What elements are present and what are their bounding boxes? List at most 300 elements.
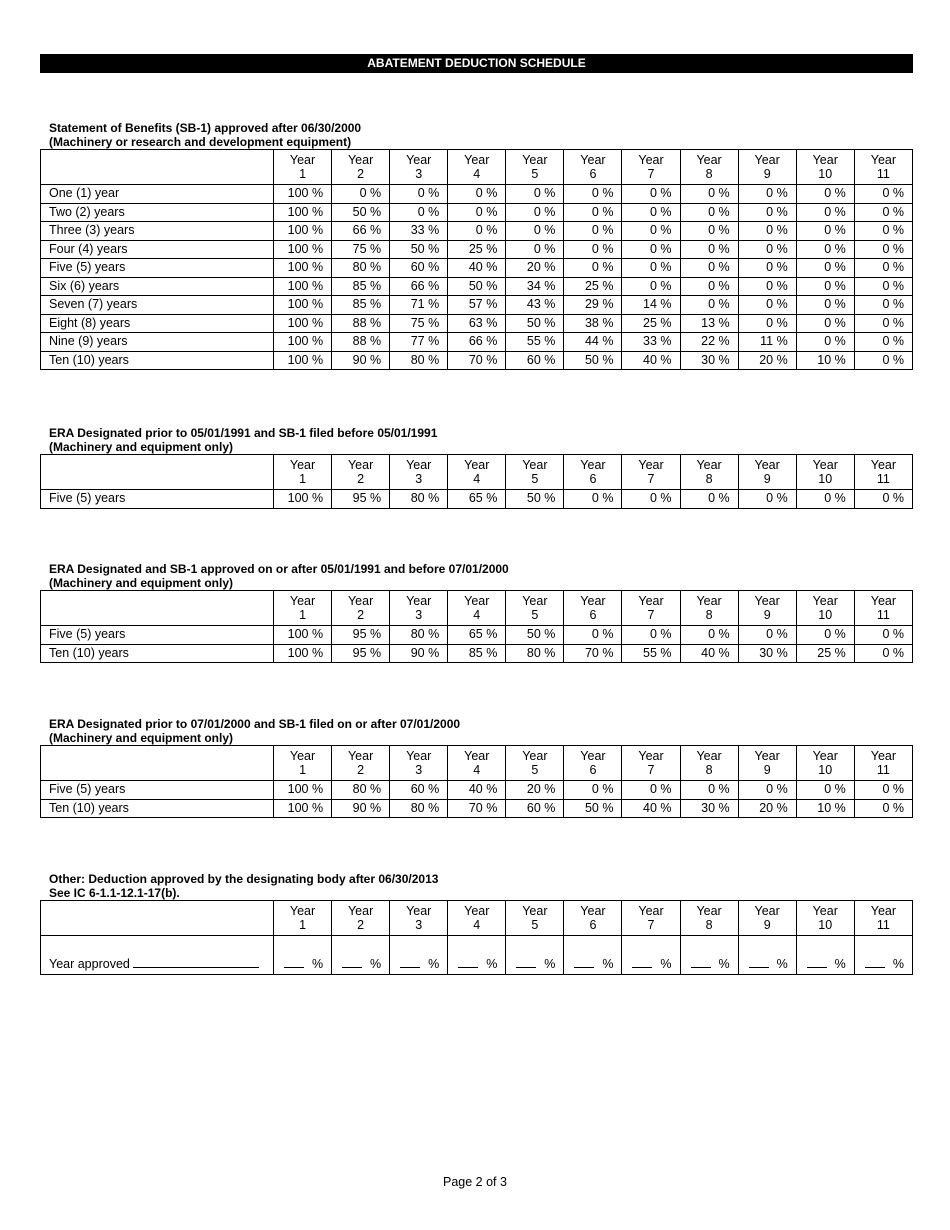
year-header-word: Year — [696, 749, 722, 763]
header-blank-cell — [41, 901, 274, 936]
percent-entry-cell[interactable] — [390, 936, 448, 975]
percent-cell: 0 % — [854, 351, 912, 370]
percent-cell: 0 % — [506, 222, 564, 241]
year-header-number: 3 — [415, 167, 423, 181]
year-header-number: 1 — [299, 763, 307, 777]
percent-cell: 57 % — [448, 296, 506, 315]
year-header-word: Year — [870, 458, 897, 472]
percent-cell: 0 % — [738, 185, 796, 204]
percent-cell: 43 % — [506, 296, 564, 315]
percent-cell: 0 % — [796, 277, 854, 296]
percent-cell: 0 % — [564, 781, 622, 800]
percent-cell: 0 % — [796, 296, 854, 315]
row-label: Five (5) years — [41, 490, 274, 509]
year-header-number: 6 — [589, 918, 597, 932]
percent-cell: 100 % — [274, 781, 332, 800]
row-label: Ten (10) years — [41, 351, 274, 370]
percent-cell: 100 % — [274, 644, 332, 663]
year-header-number: 1 — [299, 918, 307, 932]
percent-cell: 80 % — [506, 644, 564, 663]
percent-cell: 0 % — [854, 277, 912, 296]
percent-cell: 0 % — [506, 240, 564, 259]
year-header-word: Year — [406, 594, 432, 608]
percent-cell: 20 % — [738, 799, 796, 818]
year-header-word: Year — [696, 904, 722, 918]
percent-entry-cell[interactable] — [274, 936, 332, 975]
percent-cell: 50 % — [506, 490, 564, 509]
percent-cell: 63 % — [448, 314, 506, 333]
percent-cell: 65 % — [448, 490, 506, 509]
percent-cell: 80 % — [390, 351, 448, 370]
year-header-word: Year — [580, 594, 606, 608]
table-row — [41, 296, 913, 315]
year-header-number: 9 — [763, 608, 771, 622]
year-header — [796, 746, 854, 781]
percent-cell: 0 % — [622, 626, 680, 645]
percent-cell: 100 % — [274, 626, 332, 645]
year-header — [448, 455, 506, 490]
percent-cell: 70 % — [448, 799, 506, 818]
percent-cell: 77 % — [390, 333, 448, 352]
section-era-1991-2000 — [40, 562, 913, 663]
year-header-number: 3 — [415, 472, 423, 486]
year-header-number: 4 — [473, 472, 481, 486]
year-header — [854, 901, 912, 936]
percent-cell: 0 % — [622, 259, 680, 278]
percent-cell: 0 % — [564, 203, 622, 222]
percent-cell: 0 % — [738, 296, 796, 315]
year-header-number: 10 — [818, 763, 833, 777]
percent-cell: 0 % — [796, 203, 854, 222]
percent-cell: 0 % — [564, 240, 622, 259]
percent-entry-cell[interactable] — [622, 936, 680, 975]
percent-blank[interactable] — [400, 957, 420, 968]
section-subtitle: (Machinery and equipment only) — [49, 731, 234, 745]
percent-cell: 20 % — [506, 259, 564, 278]
year-header-word: Year — [580, 153, 606, 167]
year-header-word: Year — [638, 904, 664, 918]
row-label: Five (5) years — [41, 626, 274, 645]
row-label: Three (3) years — [41, 222, 274, 241]
year-header-word: Year — [289, 594, 316, 608]
percent-cell: 0 % — [854, 799, 912, 818]
year-header-word: Year — [522, 153, 548, 167]
percent-cell: 50 % — [448, 277, 506, 296]
percent-cell: 0 % — [622, 490, 680, 509]
percent-cell: 40 % — [680, 644, 738, 663]
percent-cell: 50 % — [390, 240, 448, 259]
year-header-word: Year — [638, 749, 664, 763]
year-header-number: 4 — [473, 608, 481, 622]
row-label: Four (4) years — [41, 240, 274, 259]
percent-blank[interactable] — [342, 957, 362, 968]
year-header — [390, 901, 448, 936]
percent-entry-cell[interactable] — [680, 936, 738, 975]
year-header — [390, 746, 448, 781]
table-row — [41, 799, 913, 818]
percent-cell: 0 % — [854, 296, 912, 315]
percent-cell: 0 % — [506, 203, 564, 222]
year-header-word: Year — [812, 904, 838, 918]
percent-cell: 50 % — [564, 799, 622, 818]
year-header-word: Year — [870, 594, 897, 608]
year-header-number: 4 — [473, 167, 481, 181]
percent-cell: 14 % — [622, 296, 680, 315]
percent-cell: 100 % — [274, 185, 332, 204]
row-label: Two (2) years — [41, 203, 274, 222]
year-header — [332, 591, 390, 626]
percent-cell: 0 % — [796, 240, 854, 259]
year-approved-cell[interactable] — [41, 936, 274, 975]
year-header-word: Year — [289, 458, 316, 472]
percent-cell: 0 % — [680, 259, 738, 278]
percent-cell: 60 % — [506, 351, 564, 370]
table-row — [41, 203, 913, 222]
header-blank-cell — [41, 746, 274, 781]
year-header-word: Year — [580, 749, 606, 763]
year-header-word: Year — [464, 458, 490, 472]
percent-cell: 100 % — [274, 240, 332, 259]
percent-cell: 70 % — [564, 644, 622, 663]
year-header-number: 3 — [415, 918, 423, 932]
table-row — [41, 333, 913, 352]
year-header — [738, 901, 796, 936]
percent-blank[interactable] — [458, 957, 478, 968]
percent-cell: 50 % — [506, 314, 564, 333]
row-label: Nine (9) years — [41, 333, 274, 352]
percent-cell: 95 % — [332, 626, 390, 645]
percent-cell: 0 % — [564, 185, 622, 204]
year-header-word: Year — [464, 904, 490, 918]
percent-cell: 13 % — [680, 314, 738, 333]
header-row — [41, 455, 913, 490]
year-header-word: Year — [870, 153, 897, 167]
year-header-number: 11 — [876, 918, 890, 932]
section-subtitle: See IC 6-1.1-12.1-17(b). — [49, 886, 180, 900]
year-header-number: 4 — [473, 918, 481, 932]
percent-sign: % — [776, 957, 788, 971]
section-subtitle: (Machinery and equipment only) — [49, 440, 234, 454]
year-header — [274, 150, 332, 185]
year-header — [680, 455, 738, 490]
year-header-word: Year — [754, 153, 780, 167]
percent-cell: 20 % — [738, 351, 796, 370]
percent-cell: 20 % — [506, 781, 564, 800]
year-header — [622, 591, 680, 626]
percent-cell: 85 % — [448, 644, 506, 663]
percent-entry-cell[interactable] — [796, 936, 854, 975]
year-header-word: Year — [347, 153, 374, 167]
percent-cell: 80 % — [390, 490, 448, 509]
section-subtitle: (Machinery and equipment only) — [49, 576, 234, 590]
year-header-number: 8 — [705, 167, 713, 181]
percent-cell: 38 % — [564, 314, 622, 333]
section-title: ERA Designated prior to 07/01/2000 and SB-1 filed on or after 07/01/2000 — [49, 717, 461, 731]
percent-cell: 30 % — [680, 351, 738, 370]
row-label: Five (5) years — [41, 781, 274, 800]
percent-cell: 100 % — [274, 351, 332, 370]
table-row — [41, 259, 913, 278]
percent-cell: 25 % — [564, 277, 622, 296]
percent-entry-cell[interactable] — [448, 936, 506, 975]
percent-cell: 0 % — [564, 222, 622, 241]
year-header — [390, 455, 448, 490]
page-number: Page 2 of 3 — [443, 1175, 507, 1189]
year-header-word: Year — [522, 749, 548, 763]
year-header-number: 9 — [763, 763, 771, 777]
percent-cell: 60 % — [390, 259, 448, 278]
year-header — [854, 591, 912, 626]
percent-cell: 0 % — [622, 203, 680, 222]
percent-cell: 0 % — [448, 203, 506, 222]
year-header-number: 1 — [299, 167, 307, 181]
percent-blank[interactable] — [284, 957, 304, 968]
header-blank-cell — [41, 150, 274, 185]
percent-cell: 0 % — [622, 240, 680, 259]
percent-cell: 100 % — [274, 296, 332, 315]
percent-cell: 25 % — [448, 240, 506, 259]
year-header-word: Year — [406, 904, 432, 918]
percent-cell: 11 % — [738, 333, 796, 352]
percent-cell: 0 % — [448, 185, 506, 204]
year-header-number: 2 — [357, 608, 365, 622]
percent-cell: 33 % — [622, 333, 680, 352]
year-header-number: 9 — [763, 472, 771, 486]
header-blank-cell — [41, 455, 274, 490]
year-header-word: Year — [812, 749, 838, 763]
percent-cell: 0 % — [448, 222, 506, 241]
year-header-word: Year — [289, 749, 316, 763]
year-header — [390, 150, 448, 185]
year-header-word: Year — [696, 458, 722, 472]
year-header-word: Year — [580, 458, 606, 472]
percent-cell: 0 % — [738, 626, 796, 645]
percent-blank[interactable] — [574, 957, 594, 968]
year-header — [564, 901, 622, 936]
year-header-word: Year — [638, 153, 664, 167]
percent-entry-cell[interactable] — [332, 936, 390, 975]
year-header-number: 11 — [876, 472, 890, 486]
percent-cell: 10 % — [796, 351, 854, 370]
percent-cell: 0 % — [738, 222, 796, 241]
year-header-number: 4 — [473, 763, 481, 777]
percent-cell: 0 % — [390, 185, 448, 204]
year-header — [796, 901, 854, 936]
year-header-number: 5 — [531, 472, 539, 486]
percent-cell: 0 % — [738, 490, 796, 509]
percent-cell: 90 % — [390, 644, 448, 663]
year-header-number: 5 — [531, 608, 539, 622]
year-header-number: 8 — [705, 763, 713, 777]
year-header — [564, 455, 622, 490]
percent-cell: 100 % — [274, 314, 332, 333]
year-header-number: 10 — [818, 472, 833, 486]
year-header-number: 7 — [647, 167, 655, 181]
year-header — [622, 746, 680, 781]
year-header-word: Year — [522, 458, 548, 472]
percent-blank[interactable] — [865, 957, 885, 968]
percent-cell: 0 % — [680, 185, 738, 204]
percent-cell: 0 % — [680, 490, 738, 509]
section-era-pre-1991 — [40, 426, 913, 509]
year-header — [274, 455, 332, 490]
year-header — [506, 150, 564, 185]
year-header-word: Year — [870, 904, 897, 918]
percent-blank[interactable] — [807, 957, 827, 968]
percent-entry-cell[interactable] — [738, 936, 796, 975]
year-header — [448, 150, 506, 185]
year-header-number: 1 — [299, 608, 307, 622]
percent-cell: 0 % — [680, 626, 738, 645]
percent-cell: 80 % — [332, 259, 390, 278]
year-header — [796, 455, 854, 490]
year-header-word: Year — [696, 153, 722, 167]
percent-cell: 0 % — [564, 259, 622, 278]
percent-blank[interactable] — [632, 957, 652, 968]
percent-cell: 0 % — [680, 222, 738, 241]
percent-cell: 0 % — [854, 314, 912, 333]
year-header — [506, 901, 564, 936]
section-era-post-2000 — [40, 717, 913, 818]
year-header-word: Year — [812, 153, 838, 167]
year-header-number: 10 — [818, 608, 833, 622]
percent-blank[interactable] — [749, 957, 769, 968]
year-header-word: Year — [406, 153, 432, 167]
percent-cell: 30 % — [680, 799, 738, 818]
year-header-word: Year — [812, 458, 838, 472]
year-header-number: 2 — [357, 763, 365, 777]
percent-blank[interactable] — [691, 957, 711, 968]
deduction-table — [40, 454, 913, 509]
percent-cell: 29 % — [564, 296, 622, 315]
year-header — [680, 591, 738, 626]
year-header-number: 9 — [763, 918, 771, 932]
percent-cell: 0 % — [680, 296, 738, 315]
percent-sign: % — [602, 957, 614, 971]
table-row — [41, 490, 913, 509]
year-header-word: Year — [522, 594, 548, 608]
year-header-word: Year — [289, 904, 316, 918]
year-header — [332, 746, 390, 781]
year-header-word: Year — [347, 904, 374, 918]
year-header-word: Year — [870, 749, 897, 763]
percent-cell: 0 % — [796, 333, 854, 352]
percent-cell: 100 % — [274, 333, 332, 352]
table-row — [41, 644, 913, 663]
percent-cell: 0 % — [622, 277, 680, 296]
percent-cell: 60 % — [390, 781, 448, 800]
percent-cell: 10 % — [796, 799, 854, 818]
section-title: Statement of Benefits (SB-1) approved after 06/30/2000 — [49, 121, 362, 135]
year-header-number: 6 — [589, 167, 597, 181]
header-row — [41, 150, 913, 185]
year-approved-label: Year approved — [49, 957, 130, 971]
year-header — [332, 901, 390, 936]
year-header-number: 5 — [531, 918, 539, 932]
table-row — [41, 351, 913, 370]
year-header — [738, 746, 796, 781]
year-header-word: Year — [289, 153, 316, 167]
year-header-word: Year — [754, 904, 780, 918]
row-label: Six (6) years — [41, 277, 274, 296]
year-header — [390, 591, 448, 626]
year-header — [796, 150, 854, 185]
section-title: Other: Deduction approved by the designating body after 06/30/2013 — [49, 872, 439, 886]
year-header-number: 7 — [647, 918, 655, 932]
year-header — [332, 150, 390, 185]
year-header — [680, 746, 738, 781]
year-header-number: 5 — [531, 167, 539, 181]
percent-cell: 90 % — [332, 799, 390, 818]
year-header-number: 10 — [818, 167, 833, 181]
year-header-number: 3 — [415, 763, 423, 777]
percent-cell: 100 % — [274, 490, 332, 509]
percent-cell: 60 % — [506, 799, 564, 818]
percent-entry-cell[interactable] — [564, 936, 622, 975]
percent-sign: % — [370, 957, 382, 971]
year-header-word: Year — [406, 458, 432, 472]
percent-cell: 0 % — [680, 781, 738, 800]
percent-cell: 80 % — [390, 626, 448, 645]
percent-cell: 0 % — [854, 333, 912, 352]
header-row — [41, 901, 913, 936]
percent-entry-cell[interactable] — [506, 936, 564, 975]
year-header-number: 7 — [647, 763, 655, 777]
year-header — [506, 746, 564, 781]
table-row — [41, 626, 913, 645]
year-header — [622, 901, 680, 936]
table-row — [41, 222, 913, 241]
percent-cell: 95 % — [332, 644, 390, 663]
year-header-number: 8 — [705, 472, 713, 486]
percent-cell: 100 % — [274, 203, 332, 222]
header-row — [41, 746, 913, 781]
percent-blank[interactable] — [516, 957, 536, 968]
percent-cell: 100 % — [274, 259, 332, 278]
year-approved-blank[interactable] — [133, 957, 259, 968]
percent-cell: 66 % — [448, 333, 506, 352]
percent-cell: 50 % — [332, 203, 390, 222]
percent-cell: 66 % — [390, 277, 448, 296]
percent-cell: 0 % — [738, 314, 796, 333]
percent-cell: 0 % — [796, 314, 854, 333]
percent-cell: 0 % — [854, 240, 912, 259]
table-row — [41, 314, 913, 333]
percent-entry-cell[interactable] — [854, 936, 912, 975]
year-header-word: Year — [464, 749, 490, 763]
year-header — [738, 150, 796, 185]
deduction-table — [40, 590, 913, 663]
row-label: One (1) year — [41, 185, 274, 204]
deduction-table — [40, 900, 913, 975]
year-header-number: 5 — [531, 763, 539, 777]
percent-cell: 0 % — [854, 259, 912, 278]
percent-cell: 0 % — [738, 781, 796, 800]
year-header-number: 8 — [705, 918, 713, 932]
percent-cell: 0 % — [622, 222, 680, 241]
year-header-word: Year — [754, 458, 780, 472]
percent-cell: 71 % — [390, 296, 448, 315]
year-header-word: Year — [347, 594, 374, 608]
year-header-number: 2 — [357, 167, 365, 181]
percent-cell: 100 % — [274, 799, 332, 818]
section-subtitle: (Machinery or research and development equipment) — [49, 135, 352, 149]
percent-cell: 0 % — [738, 259, 796, 278]
year-header — [274, 901, 332, 936]
percent-cell: 0 % — [622, 185, 680, 204]
percent-cell: 0 % — [854, 644, 912, 663]
table-row — [41, 781, 913, 800]
